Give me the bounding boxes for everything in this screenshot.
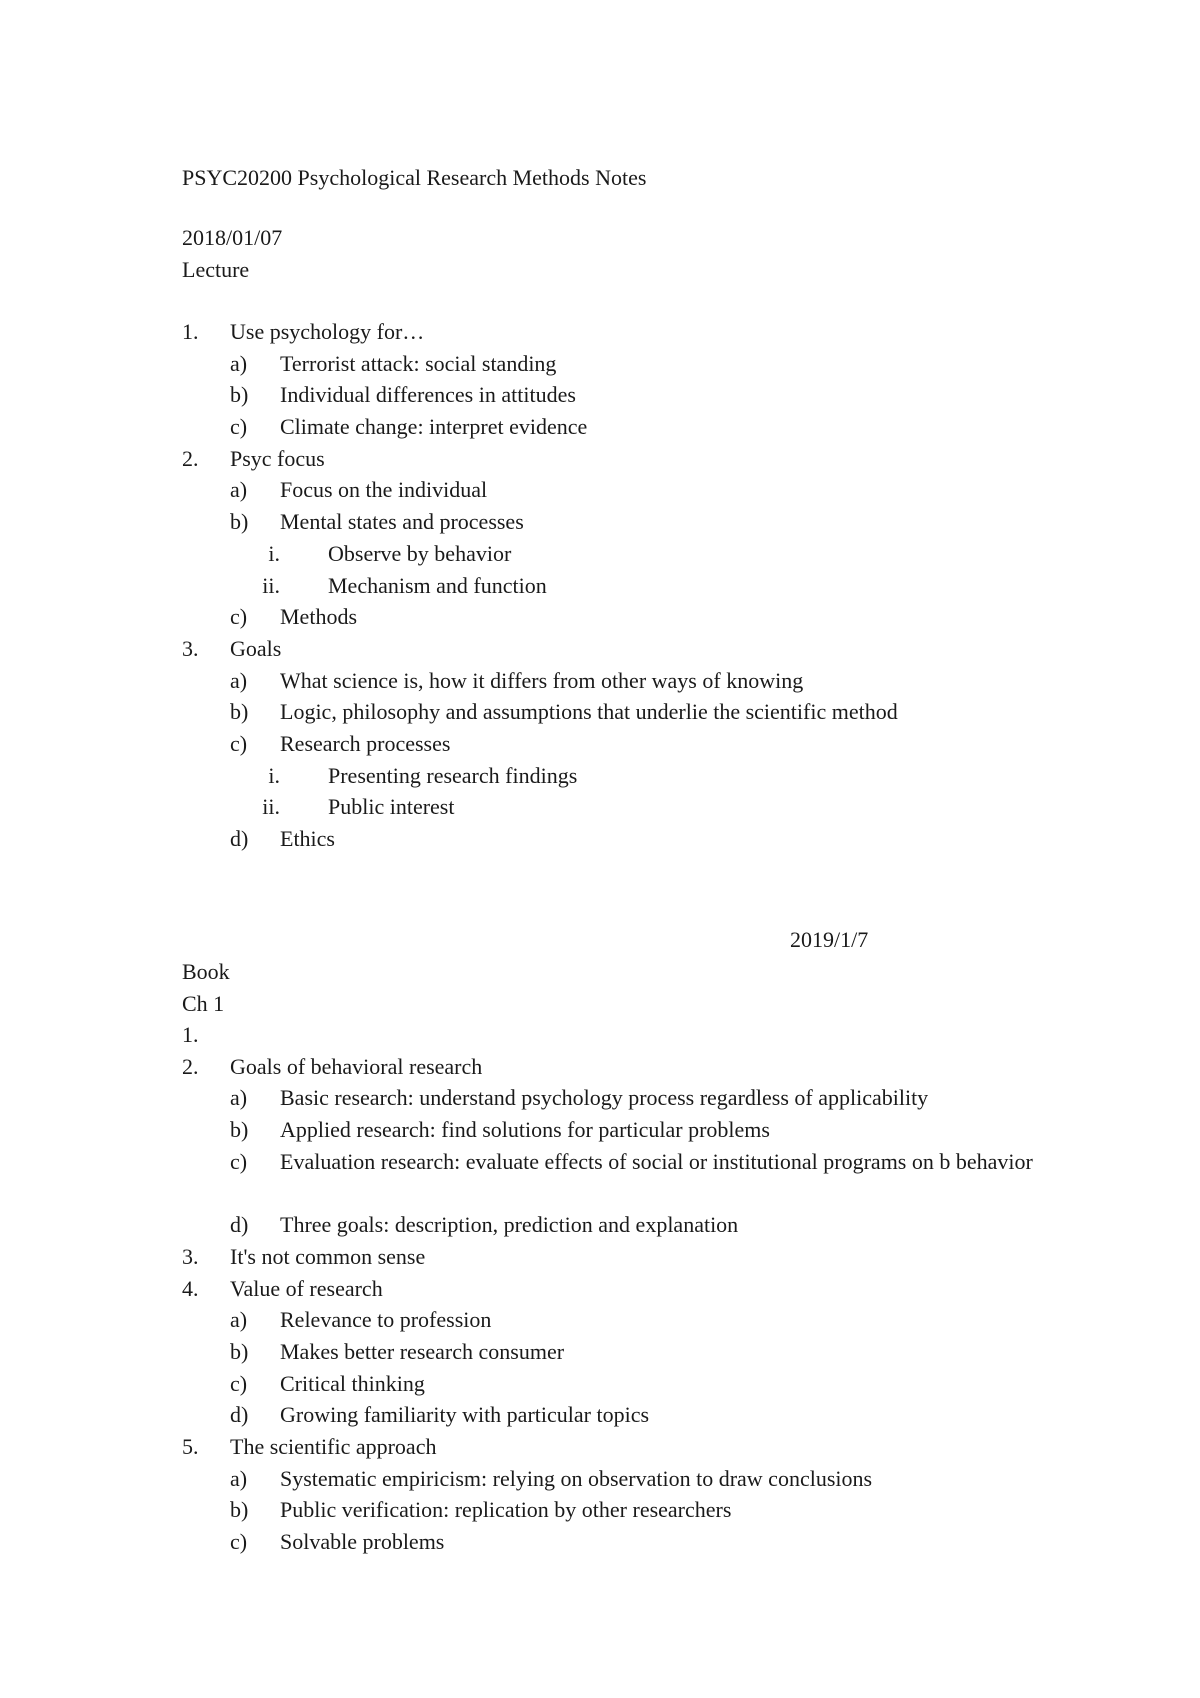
list-marker: d) (230, 1402, 249, 1428)
list-item-text: Individual differences in attitudes (280, 382, 576, 408)
list-item (0, 348, 1200, 380)
list-marker: b) (230, 1338, 249, 1364)
document-title: PSYC20200 Psychological Research Methods Notes (182, 165, 647, 190)
list-item (0, 1146, 1200, 1209)
list-item (0, 791, 1200, 823)
list-marker: a) (230, 1085, 248, 1111)
list-marker: c) (230, 1529, 248, 1555)
list-item (0, 1273, 1200, 1305)
list-marker: 3. (182, 635, 199, 661)
list-item (0, 443, 1200, 475)
list-marker: 3. (182, 1243, 199, 1269)
list-item-text: Growing familiarity with particular topics (280, 1402, 650, 1428)
list-marker: ii. (262, 572, 280, 598)
list-item-text: Observe by behavior (328, 540, 512, 566)
list-item-text: Psyc focus (230, 445, 325, 471)
list-item (0, 316, 1200, 348)
list-item-text: Mental states and processes (280, 509, 524, 535)
list-item (0, 1019, 1200, 1051)
lecture-date: 2018/01/07 (182, 225, 283, 250)
list-item-text: Ethics (280, 826, 335, 851)
list-item (0, 1336, 1200, 1368)
list-marker: b) (230, 699, 249, 725)
list-item-text: Relevance to profession (280, 1307, 492, 1333)
list-marker: i. (268, 540, 280, 566)
list-marker: b) (230, 1497, 249, 1523)
list-marker: 2. (182, 445, 199, 471)
list-item-text: Presenting research findings (328, 762, 578, 788)
lecture-label: Lecture (182, 257, 250, 282)
list-item-text: Public verification: replication by other researchers (280, 1497, 732, 1523)
list-marker: d) (230, 826, 249, 851)
list-marker: b) (230, 382, 249, 408)
list-marker: b) (230, 509, 249, 535)
list-item (0, 823, 1200, 855)
list-item-text: Focus on the individual (280, 477, 488, 503)
list-item (0, 728, 1200, 760)
list-marker: c) (230, 1370, 248, 1396)
list-marker: 1. (182, 1022, 199, 1047)
list-item (0, 474, 1200, 506)
list-item (0, 1431, 1200, 1463)
list-marker: ii. (262, 794, 280, 820)
list-marker: 5. (182, 1433, 199, 1459)
list-item-text: Mechanism and function (328, 572, 547, 598)
list-marker: a) (230, 350, 248, 376)
list-item (0, 506, 1200, 538)
list-item-text: Critical thinking (280, 1370, 425, 1396)
list-item (0, 1051, 1200, 1083)
list-item-text: Applied research: find solutions for particular problems (280, 1117, 770, 1143)
list-marker: c) (230, 414, 248, 440)
list-item-text: Use psychology for… (230, 319, 425, 344)
list-item (0, 696, 1200, 728)
list-marker: 4. (182, 1275, 199, 1301)
list-item-text: Climate change: interpret evidence (280, 414, 588, 440)
list-item-text: Research processes (280, 730, 451, 756)
list-item-text: It's not common sense (230, 1243, 426, 1269)
list-marker: d) (230, 1212, 249, 1238)
list-item (0, 1368, 1200, 1400)
list-marker: c) (230, 730, 248, 756)
list-item-text: Goals of behavioral research (230, 1053, 483, 1079)
list-item (0, 760, 1200, 792)
list-marker: a) (230, 1465, 248, 1491)
list-marker: c) (230, 604, 248, 630)
list-item (0, 1209, 1200, 1241)
list-item (0, 1526, 1200, 1558)
list-item-text: Systematic empiricism: relying on observation to draw conclusions (280, 1465, 873, 1491)
list-item-text: What science is, how it differs from other ways of knowing (280, 667, 804, 693)
list-item (0, 570, 1200, 602)
list-item (0, 1114, 1200, 1146)
list-item-text: Evaluation research: evaluate effects of social or institutional programs on b behavior (280, 1148, 1033, 1174)
book-label: Book (182, 959, 230, 984)
list-item (0, 411, 1200, 443)
list-marker: 1. (182, 319, 199, 344)
list-item (0, 1304, 1200, 1336)
list-item-text: Methods (280, 604, 357, 630)
list-marker: a) (230, 667, 248, 693)
list-marker: 2. (182, 1053, 199, 1079)
list-item-text: The scientific approach (230, 1433, 437, 1459)
list-item (0, 1494, 1200, 1526)
list-item-text: Goals (230, 635, 282, 661)
list-item-text: Makes better research consumer (280, 1338, 565, 1364)
list-item-text: Three goals: description, prediction and explanation (280, 1212, 739, 1238)
list-item (0, 538, 1200, 570)
list-marker: i. (268, 762, 280, 788)
list-item (0, 1241, 1200, 1273)
list-item-text: Value of research (230, 1275, 383, 1301)
list-item-text: Solvable problems (280, 1529, 445, 1555)
list-item-text: Terrorist attack: social standing (280, 350, 557, 376)
list-item (0, 633, 1200, 665)
list-item (0, 1082, 1200, 1114)
list-item (0, 1399, 1200, 1431)
book-date: 2019/1/7 (790, 927, 869, 952)
list-item-text: Public interest (328, 794, 455, 820)
chapter-label: Ch 1 (182, 991, 225, 1016)
lecture-outline (0, 316, 1200, 855)
list-item (0, 665, 1200, 697)
list-item (0, 601, 1200, 633)
list-marker: c) (230, 1148, 248, 1174)
list-item (0, 1463, 1200, 1495)
list-item-text: Basic research: understand psychology process regardless of applicability (280, 1085, 929, 1111)
list-marker: a) (230, 1307, 248, 1333)
list-item (0, 379, 1200, 411)
list-marker: a) (230, 477, 248, 503)
book-outline (0, 1019, 1200, 1558)
list-marker: b) (230, 1117, 249, 1143)
list-item-text: Logic, philosophy and assumptions that underlie the scientific method (280, 699, 898, 725)
